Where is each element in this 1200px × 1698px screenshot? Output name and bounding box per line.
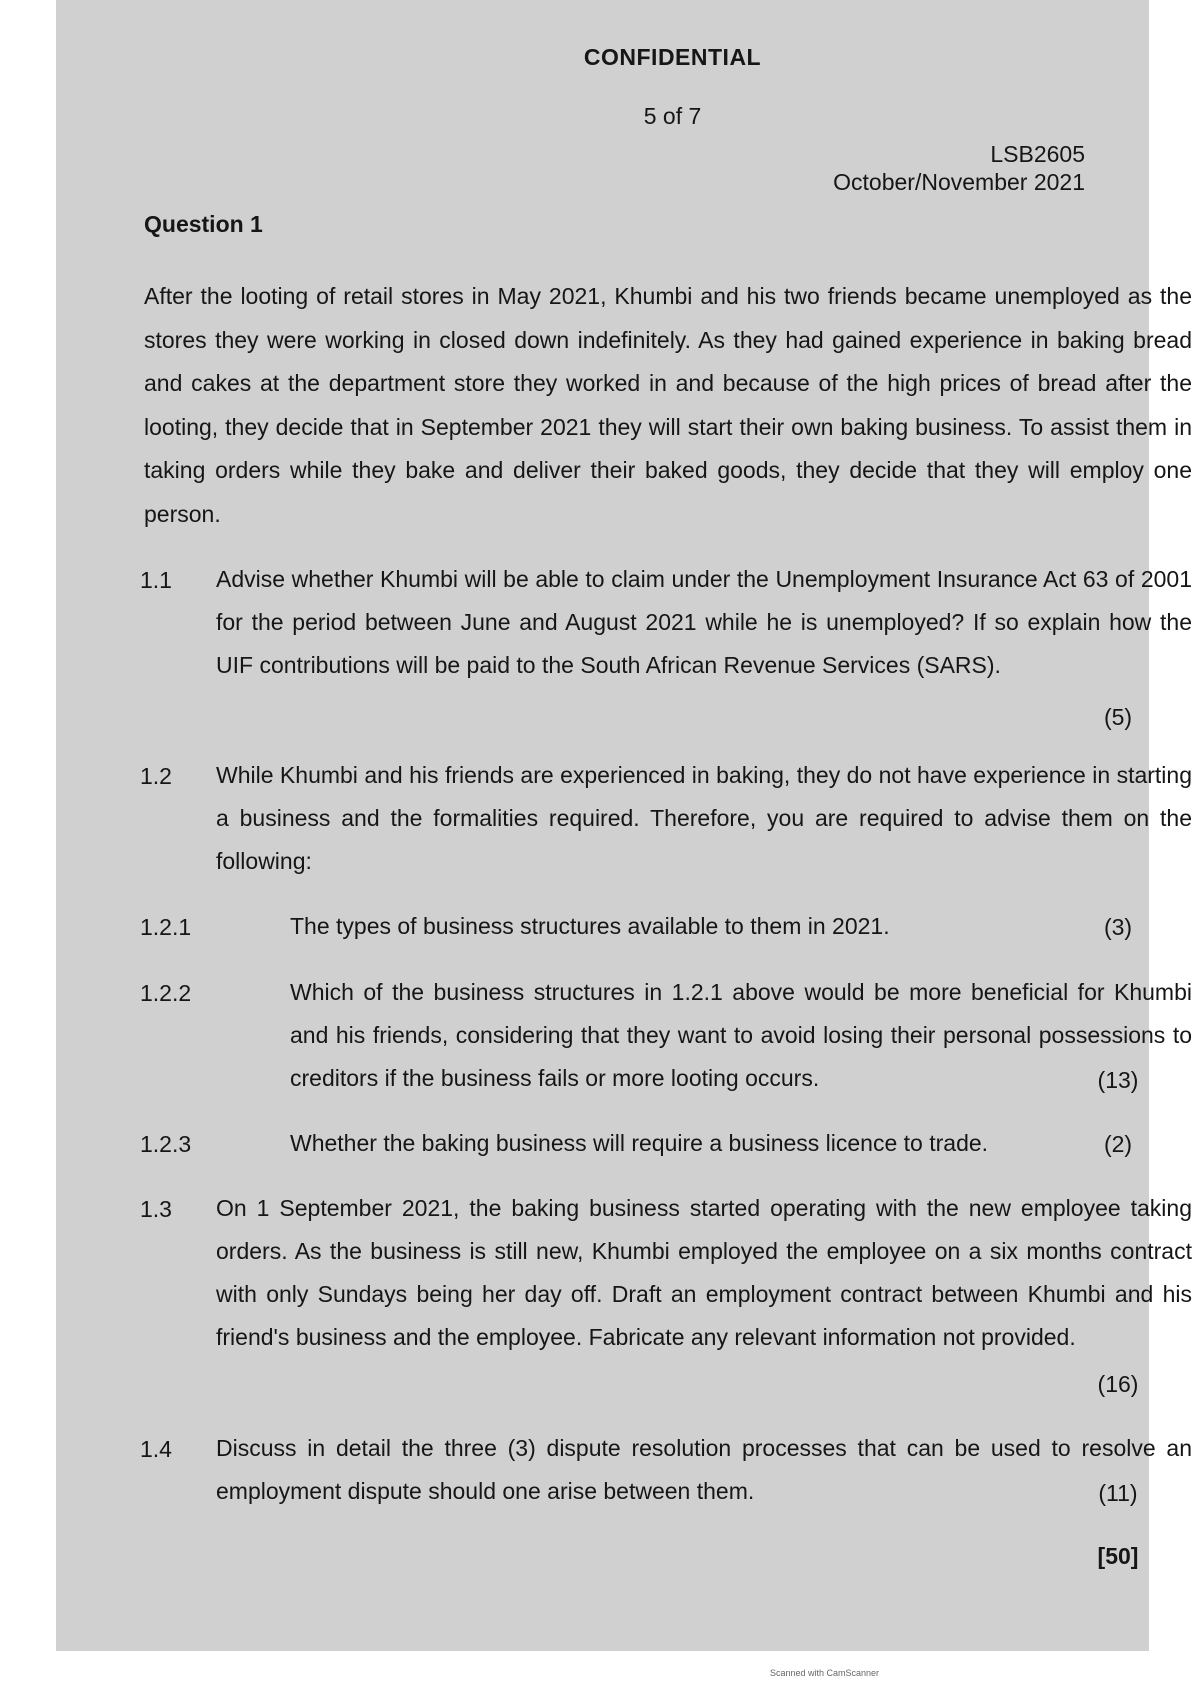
question-total: [50]: [1097, 1543, 1139, 1569]
question-intro: After the looting of retail stores in May 2021, Khumbi and his two friends became unemployed as the stores they were working in closed down indefinitely. As they had gained experience in baking bread and cakes at the department store they worked in and because of the high prices of bread after the looting, they decide that in September 2021 they will start their own baking business. To assist them in taking orders while they bake and deliver their baked goods, they decide that they will employ one person.: [144, 283, 1192, 527]
item-text: The types of business structures available to them in 2021.: [290, 913, 890, 939]
item-marks: (2): [1103, 1131, 1133, 1157]
page-number: 5 of 7: [643, 103, 702, 129]
item-number: 1.2.2: [140, 980, 192, 1006]
exam-date: October/November 2021: [833, 169, 1085, 195]
item-number: 1.2: [140, 763, 172, 789]
item-number: 1.3: [140, 1196, 172, 1222]
question-title: Question 1: [144, 211, 263, 237]
item-marks: (13): [1097, 1067, 1139, 1093]
item-marks: (3): [1103, 914, 1133, 940]
item-marks: (11): [1098, 1480, 1138, 1506]
item-number: 1.2.3: [140, 1131, 192, 1157]
item-number: 1.1: [140, 567, 172, 593]
item-text: Which of the business structures in 1.2.1 above would be more beneficial for Khumbi and his friends, considering that they want to avoid losing their personal possessions to creditors if the business fails or more looting occurs.: [290, 979, 1192, 1091]
item-text: Advise whether Khumbi will be able to claim under the Unemployment Insurance Act 63 of 2001 for the period between June and August 2021 while he is unemployed? If so explain how the UIF contributions will be paid to the South African Revenue Services (SARS).: [216, 566, 1192, 678]
exam-page: [56, 0, 1192, 1651]
confidential-heading: CONFIDENTIAL: [583, 44, 762, 70]
item-text: While Khumbi and his friends are experienced in baking, they do not have experience in starting a business and the formalities required. Therefore, you are required to advise them on the following:: [216, 762, 1192, 874]
item-text: Whether the baking business will require a business licence to trade.: [290, 1130, 989, 1156]
scanner-watermark: Scanned with CamScanner: [770, 1668, 880, 1678]
item-number: 1.4: [140, 1436, 172, 1462]
item-marks: (16): [1097, 1371, 1139, 1397]
item-marks: (5): [1103, 704, 1133, 730]
item-number: 1.2.1: [140, 914, 192, 940]
item-text: Discuss in detail the three (3) dispute resolution processes that can be used to resolve an employment dispute should one arise between them.: [216, 1435, 1192, 1504]
module-code: LSB2605: [990, 141, 1085, 167]
item-text: On 1 September 2021, the baking business started operating with the new employee taking orders. As the business is still new, Khumbi employed the employee on a six months contract with only Sundays being her day off. Draft an employment contract between Khumbi and his friend's business and the employee. Fabricate any relevant information not provided.: [216, 1195, 1192, 1350]
